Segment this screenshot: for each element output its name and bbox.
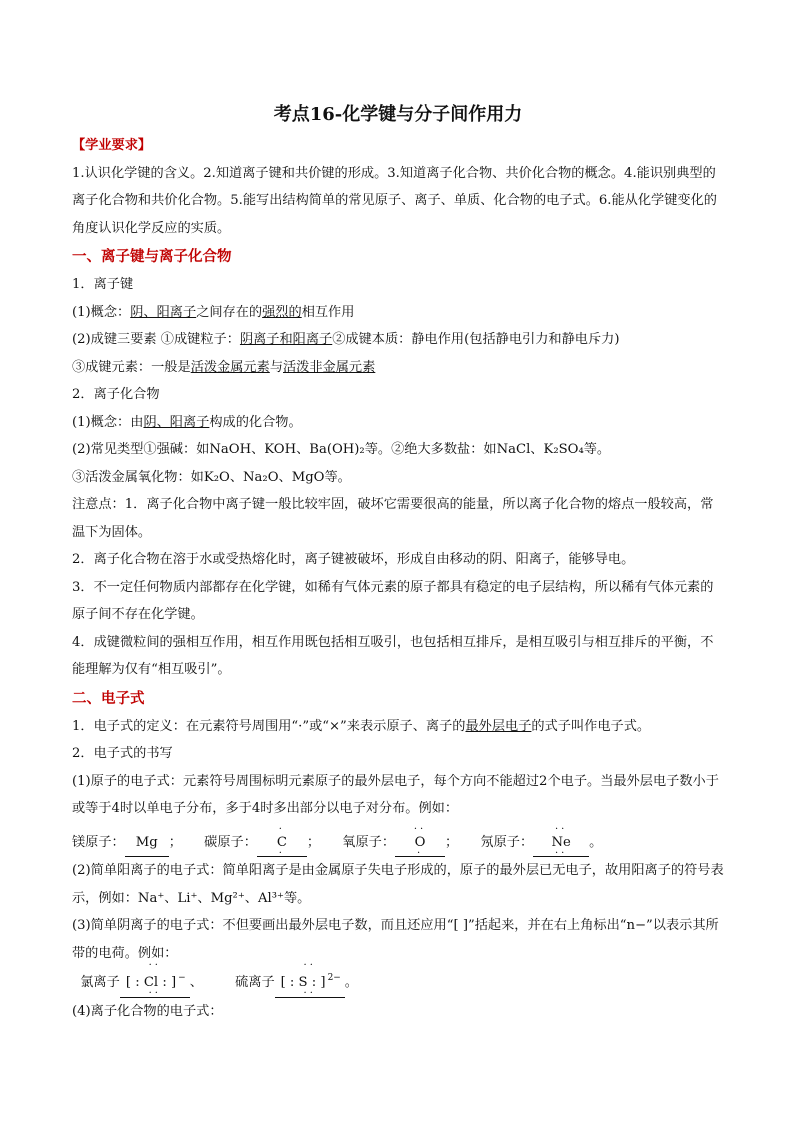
- separator: 、: [189, 975, 203, 990]
- s-blank: [275, 960, 345, 999]
- dots: ·: [278, 823, 285, 835]
- atom-electron-formula: (1)原子的电子式：元素符号周围标明元素原子的最外层电子，每个方向不能超过2个电子。当最外层电子数小于或等于4时以单电子分布，多于4时多出部分以电子对分布。例如：: [72, 773, 719, 816]
- electron-formula-definition: [72, 713, 724, 741]
- c-symbol: C: [276, 834, 287, 850]
- common-types: (2)常见类型①强碱：如NaOH、KOH、Ba(OH)₂等。②绝大多数盐：如NaCl、K₂SO₄等。: [72, 442, 611, 457]
- text: 与: [269, 359, 283, 375]
- period: 。: [589, 834, 603, 850]
- text: (1)概念：由: [72, 414, 144, 430]
- ne-label: 氖原子：: [480, 834, 534, 850]
- c-label: 碳原子：: [204, 834, 257, 850]
- ne-blank: [533, 823, 589, 859]
- s-label: 硫离子: [235, 975, 275, 990]
- underlined-answer: 阴、阳离子: [143, 414, 210, 430]
- cation-electron-formula: (2)简单阳离子的电子式：简单阳离子是由金属原子失电子形成的，原子的最外层已无电子，故用阳离子的符号表示，例如：Na⁺、Li⁺、Mg²⁺、Al³⁺等。: [72, 863, 724, 906]
- separator: ；: [306, 834, 321, 850]
- cl-symbol: [ : Cl : ]: [125, 975, 177, 990]
- metal-oxides: ③活泼金属氧化物：如K₂O、Na₂O、MgO等。: [72, 469, 351, 485]
- separator: ；: [445, 834, 459, 850]
- requirements-heading: 【学业要求】: [72, 138, 152, 153]
- bond-elements: [72, 326, 724, 354]
- mg-label: 镁原子：: [72, 834, 125, 850]
- dots: ··: [554, 847, 568, 859]
- dots: ··: [554, 823, 568, 835]
- o-label: 氧原子：: [342, 834, 396, 850]
- ne-symbol: Ne: [551, 834, 571, 850]
- electron-formula-writing: 2．电子式的书写: [72, 746, 173, 761]
- cl-blank: [120, 960, 190, 999]
- mg-symbol: Mg: [135, 834, 158, 850]
- ionic-bond-subtitle: 1．离子键: [72, 277, 134, 292]
- dots: ··: [148, 988, 161, 999]
- text: ③成键元素：一般是: [72, 359, 191, 375]
- dots: ·: [416, 847, 424, 859]
- document-page: [72, 100, 724, 1025]
- text: (2)成键三要素 ①成键粒子：: [72, 332, 240, 347]
- underlined-answer: 活泼非金属元素: [283, 359, 376, 375]
- dots: ··: [148, 960, 161, 971]
- note-3: 3．不一定任何物质内部都存在化学键，如稀有气体元素的原子都具有稳定的电子层结构，所以稀有气体元素的原子间不存在化学键。: [72, 579, 714, 622]
- ionic-compound-electron-formula: (4)离子化合物的电子式：: [72, 1003, 223, 1019]
- ionic-compound-subtitle: 2．离子化合物: [72, 387, 160, 402]
- atom-examples: [72, 823, 724, 859]
- period: 。: [344, 975, 358, 990]
- separator: ；: [168, 834, 182, 850]
- ionic-bond-concept: [72, 299, 724, 327]
- underlined-answer: 阴、阳离子: [130, 304, 197, 320]
- underlined-answer: 强烈的: [262, 304, 302, 320]
- text: ②成键本质：静电作用(包括静电引力和静电斥力): [332, 332, 620, 347]
- note-1: 注意点：1．离子化合物中离子键一般比较牢固，破坏它需要很高的能量，所以离子化合物的熔点一般较高，常温下为固体。: [72, 497, 714, 540]
- text: 相互作用: [301, 304, 355, 320]
- dots: ··: [413, 823, 427, 835]
- dots: ··: [303, 960, 316, 971]
- note-4: 4．成键微粒间的强相互作用，相互作用既包括相互吸引，也包括相互排斥，是相互吸引与相互排斥的平衡，不能理解为仅有“相互吸引”。: [72, 634, 714, 677]
- note-2: 2．离子化合物在溶于水或受热熔化时，离子键被破坏，形成自由移动的阴、阳离子，能够导电。: [72, 552, 635, 567]
- text: 之间存在的: [196, 304, 263, 320]
- mg-blank: [125, 829, 169, 858]
- page-title: 考点16-化学键与分子间作用力: [273, 104, 523, 125]
- s-symbol: [ : S : ]: [280, 975, 326, 990]
- anion-examples: [72, 960, 724, 999]
- cl-label: 氯离子: [80, 975, 120, 990]
- dots: ··: [303, 988, 316, 999]
- bond-elements-3: [72, 354, 724, 382]
- o-blank: [395, 823, 445, 859]
- text: (1)概念：: [72, 304, 131, 320]
- text: 的式子叫作电子式。: [531, 718, 651, 734]
- underlined-answer: 活泼金属元素: [190, 359, 270, 375]
- section-2-heading: 二、电子式: [72, 689, 145, 707]
- underlined-answer: 最外层电子: [465, 718, 532, 734]
- requirements-text: 1.认识化学键的含义。2.知道离子键和共价键的形成。3.知道离子化合物、共价化合物的概念。4.能识别典型的离子化合物和共价化合物。5.能写出结构简单的常见原子、离子、单质、化合物的电子式。6.能从化学键变化的角度认识化学反应的实质。: [72, 165, 717, 236]
- section-1-heading: 一、离子键与离子化合物: [72, 248, 232, 265]
- anion-electron-formula: (3)简单阴离子的电子式：不但要画出最外层电子数，而且还应用“[ ]”括起来，并在右上角标出“n−”以表示其所带的电荷。例如：: [72, 918, 719, 961]
- ionic-compound-concept: [72, 409, 724, 437]
- underlined-answer: 阴离子和阳离子: [239, 332, 333, 347]
- c-blank: [257, 823, 307, 859]
- text: 1．电子式的定义：在元素符号周围用“·”或“×”来表示原子、离子的: [72, 718, 466, 734]
- cl-charge: −: [178, 973, 186, 983]
- o-symbol: O: [414, 834, 426, 850]
- dots: ·: [278, 847, 285, 859]
- s-charge: 2−: [327, 973, 341, 983]
- text: 构成的化合物。: [209, 414, 302, 430]
